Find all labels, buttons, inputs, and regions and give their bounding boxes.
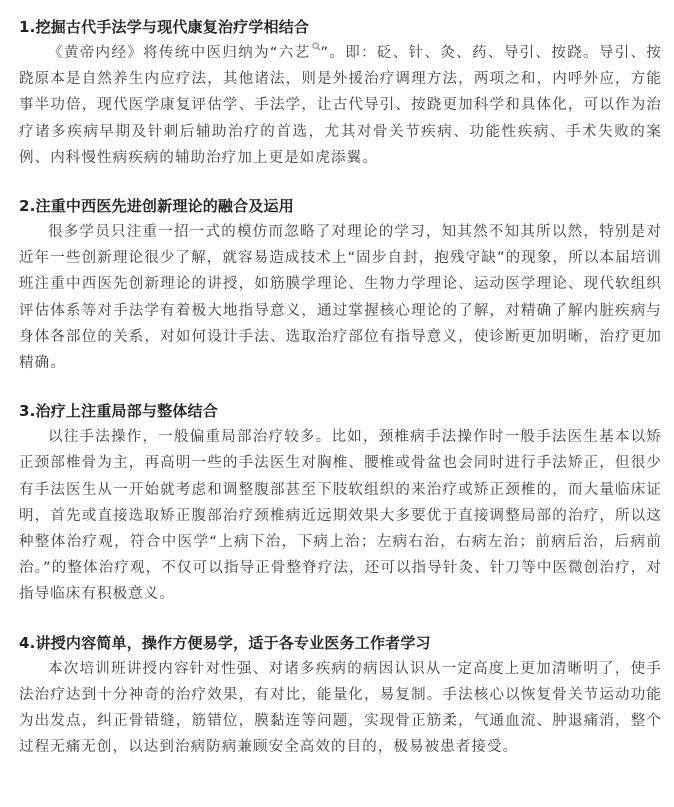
section-3-body: 以往手法操作，一般偏重局部治疗较多。比如，颈椎病手法操作时一般手法医生基本以矫正颈部椎骨为主，再高明一些的手法医生对胸椎、腰椎或骨盆也会同时进行手法矫正，但很少有手法医生从一开始就考虑和调整腹部甚至下肢软组织的来治疗或矫正颈椎的，而大量临床证明，首先或直接选取矫正腹部治疗颈椎病近远期效果大多要优于直接调整局部的治疗，所以这种整体治疗观，符合中医学“上病下治，下病上治；左病右治，右病左治；前病后治，后病前治。”的整体治疗观，不仅可以指导正骨整脊疗法，还可以指导针灸、针刀等中医微创治疗，对指导临床有积极意义。 (19, 429, 662, 603)
section-3 (19, 398, 662, 607)
section-4 (19, 630, 662, 761)
section-4-body: 本次培训班讲授内容针对性强、对诸多疾病的病因认识从一定高度上更加清晰明了，使手法治疗达到十分神奇的治疗效果，有对比，能量化，易复制。手法核心以恢复骨关节运动功能为出发点，纠正骨错缝，筋错位，膜黏连等问题，实现骨正筋柔，气通血流、肿退痛消，整个过程无痛无创，以达到治病防病兼顾安全高效的目的，极易被患者接受。 (19, 660, 662, 756)
section-3-heading: 3.治疗上注重局部与整体结合 (19, 402, 218, 421)
section-2 (19, 193, 662, 376)
section-1 (19, 14, 662, 171)
section-1-body (19, 40, 662, 171)
section-1-heading: 1.挖掘古代手法学与现代康复治疗学相结合 (19, 18, 310, 36)
liuyi-link-text[interactable]: “六艺 (269, 45, 311, 61)
section-1-body-start: 《黄帝内经》将传统中医归纳为 (48, 45, 270, 61)
section-2-body: 很多学员只注重一招一式的模仿而忽略了对理论的学习，知其然不知其所以然，特别是对近年一些创新理论很少了解，就容易造成技术上“固步自封，抱残守缺”的现象，所以本届培训班注重中西医先创新理论的讲授，如筋膜学理论、生物力学理论、运动医学理论、现代软组织评估体系等对手法学有着极大地指导意义，通过掌握核心理论的了解，对精确了解内脏疾病与身体各部位的关系，对如何设计手法、选取治疗部位有指导意义，使诊断更加明晰，治疗更加精确。 (19, 224, 662, 372)
section-1-body-rest: ”。即：砭、针、灸、药、导引、按跷。导引、按跷原本是自然养生内应疗法，其他诸法，则是外援治疗调理方法，两项之和，内呼外应，方能事半功倍，现代医学康复评估学、手法学，让古代导引、按跷更加科学和具体化，可以作为治疗诸多疾病早期及针刺后辅助治疗的首选，尤其对骨关节疾病、功能性疾病、手术失败的案例、内科慢性病疾病的辅助治疗加上更是如虎添翼。 (19, 45, 662, 166)
search-icon[interactable] (312, 42, 321, 51)
section-4-heading: 4.讲授内容简单，操作方便易学，适于各专业医务工作者学习 (19, 633, 431, 652)
liuyi-search-link[interactable] (270, 45, 321, 61)
section-2-heading: 2.注重中西医先进创新理论的融合及运用 (19, 197, 294, 216)
